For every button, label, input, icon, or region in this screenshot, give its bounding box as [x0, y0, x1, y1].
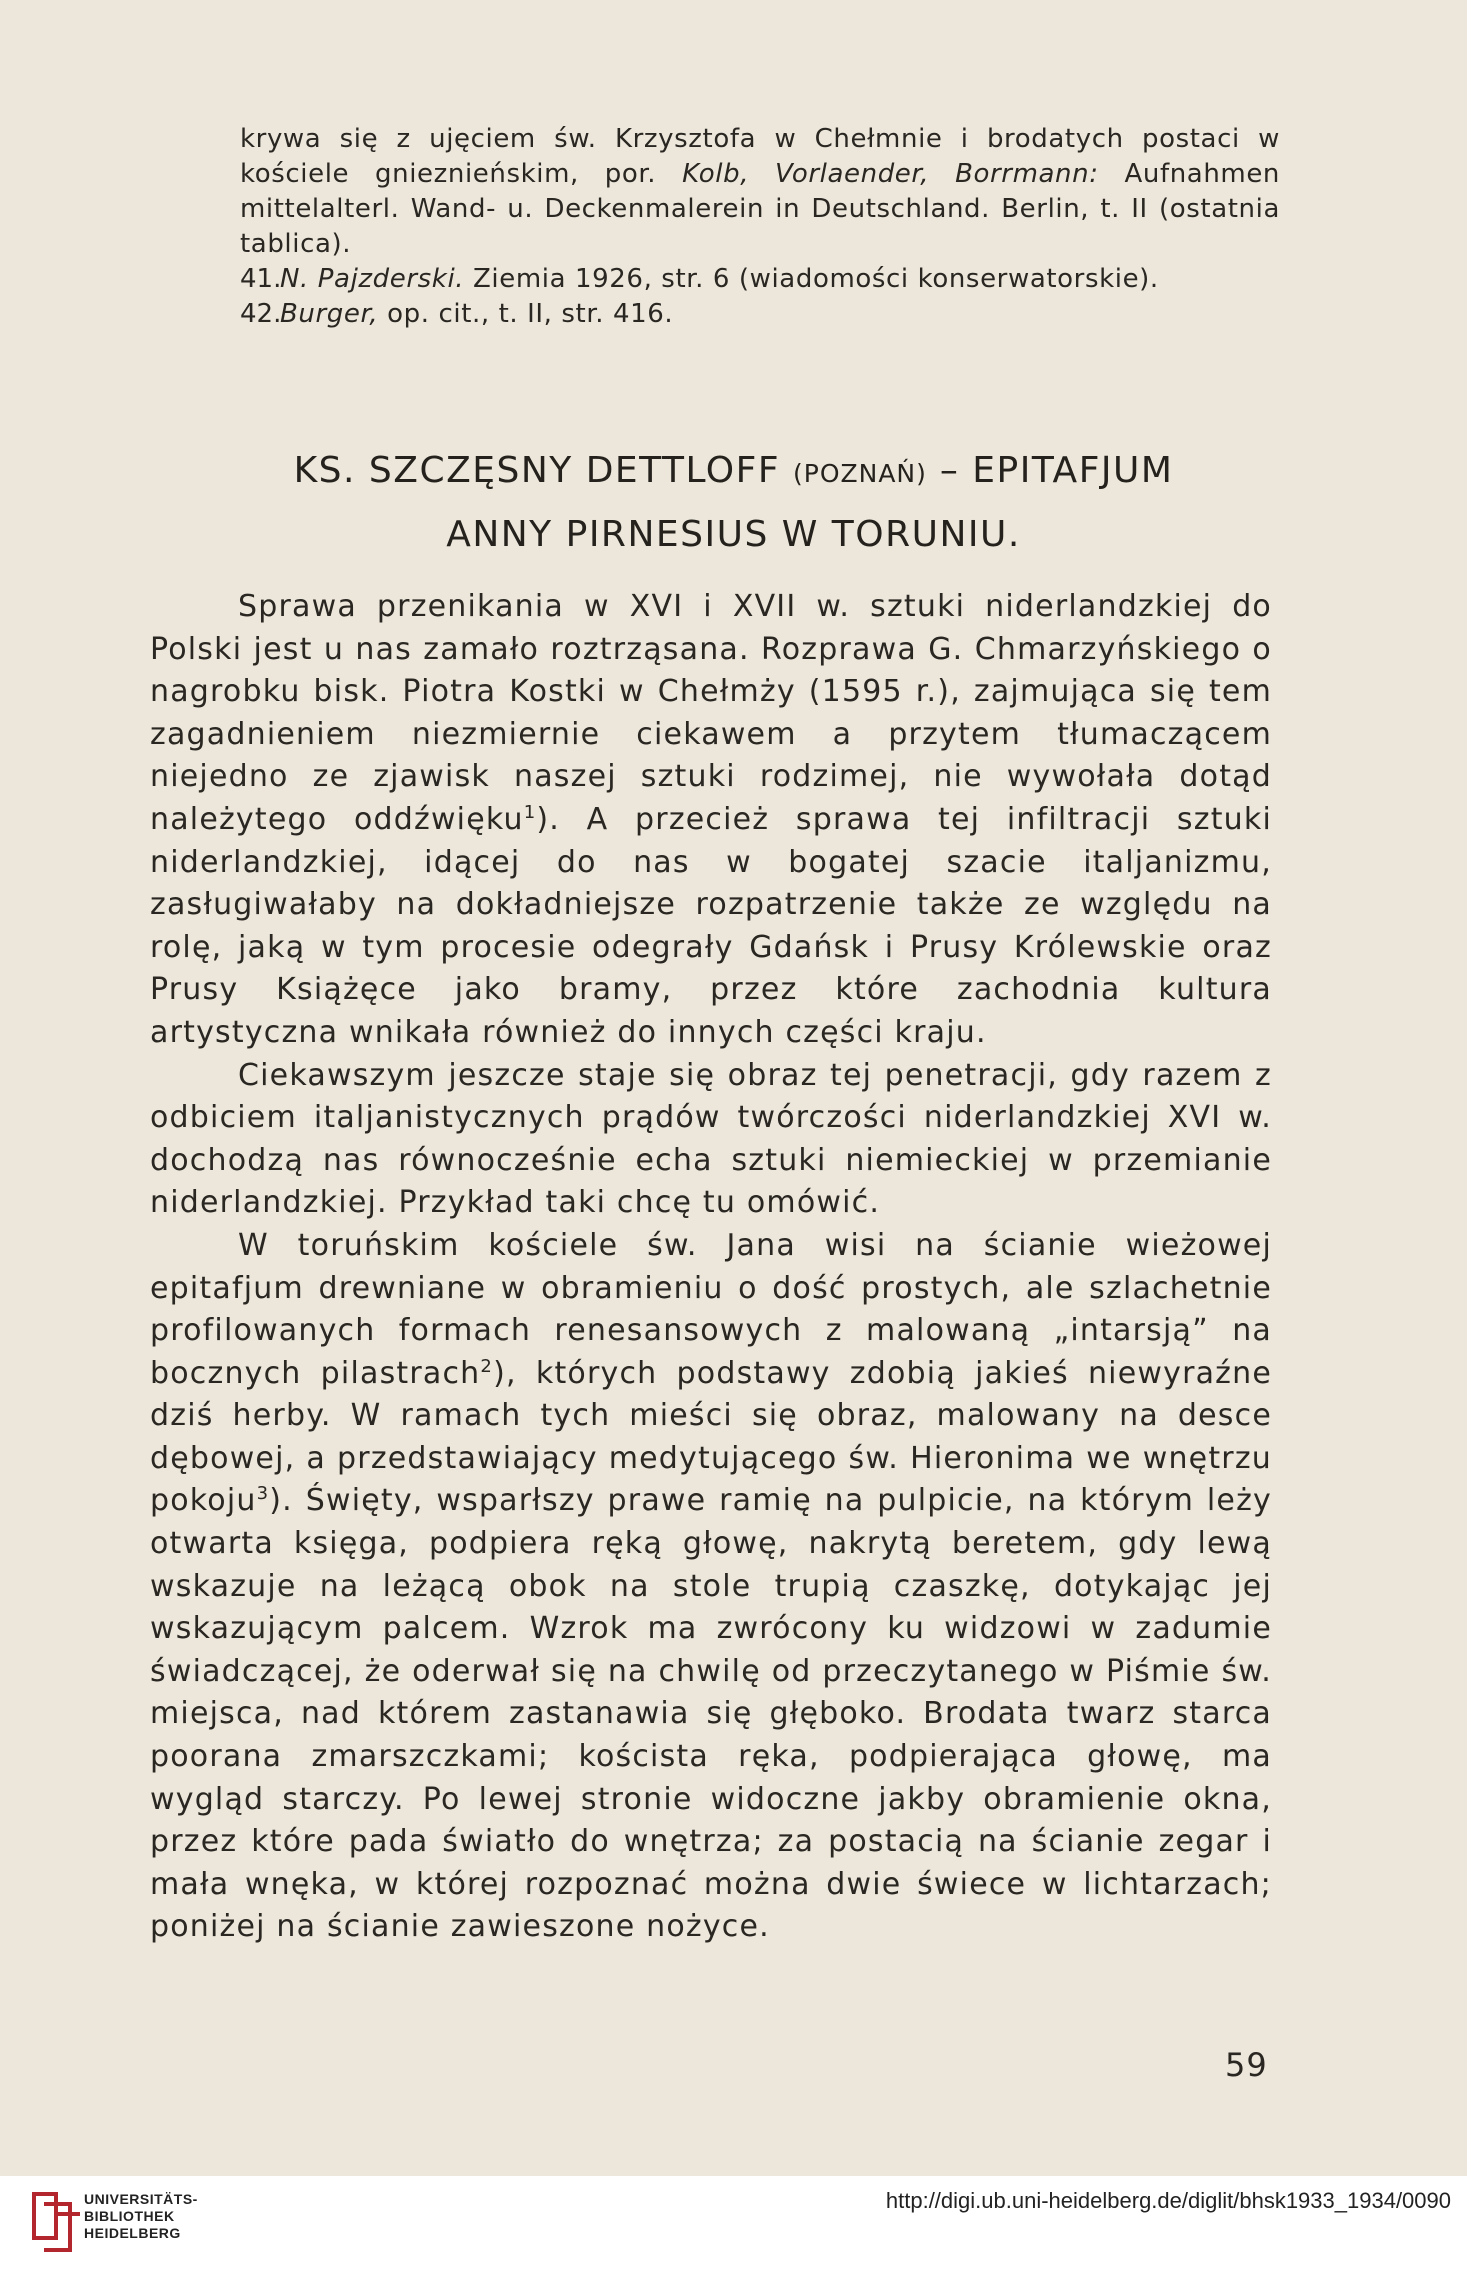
article-title: [150, 440, 1317, 565]
footnotes: [240, 122, 1280, 332]
footnote-number: 41.: [240, 264, 282, 294]
paragraph-text: Sprawa przenikania w XVI i XVII w. sztuki niderlandzkiej do Polski jest u nas zamało roztrząsana. Rozprawa G. Chmarzyńskiego o nagrobku bisk. Piotra Kostki w Chełmży (1595 r.), zajmująca się tem zagadnieniem niezmiernie ciekawem a przytem tłumaczącem niejedno ze zjawisk naszej sztuki rodzimej, nie wywołała dotąd należytego oddźwięku: [150, 589, 1272, 837]
logo-line-1: UNIVERSITÄTS-: [84, 2191, 198, 2207]
footnote-body: [280, 297, 1280, 332]
author-location: (POZNAŃ): [793, 459, 927, 488]
footnote-author: N. Pajzderski.: [280, 264, 465, 294]
footnote-author: Burger,: [280, 299, 379, 329]
article-body: [150, 586, 1272, 1949]
footnote-number: 42.: [240, 299, 282, 329]
footnote-italic: Kolb, Vorlaender, Borrmann:: [682, 159, 1099, 189]
footnote-text: Ziemia 1926, str. 6 (wiadomości konserwatorskie).: [464, 264, 1159, 294]
logo-line-3: HEIDELBERG: [84, 2225, 181, 2241]
paragraph-text: ), których podstawy zdobią jakieś niewyraźne dziś herby. W ramach tych mieści się obraz, malowany na desce dębowej, a przedstawiający medytującego św. Hieronima we wnętrzu pokoju: [150, 1355, 1273, 1519]
paragraph-3: [150, 1225, 1272, 1949]
paragraph-text: ). Święty, wsparłszy prawe ramię na pulpicie, na którym leży otwarta księga, podpiera ręką głowę, nakrytą beretem, gdy lewą wskazuje na leżącą obok na stole trupią czaszkę, dotykając jej wskazującym palcem. Wzrok ma zwrócony ku widzowi w zadumie świadczącej, że oderwał się na chwilę od przeczytanego w Piśmie św. miejsca, nad którem zastanawia się głęboko. Brodata twarz starca poorana zmarszczkami; koścista ręka, podpierająca głowę, ma wygląd starczy. Po lewej stronie widoczne jakby obramienie okna, przez które pada światło do wnętrza; za postacią na ścianie zegar i mała wnęka, w której rozpoznać można dwie świece w lichtarzach; poniżej na ścianie zawieszone nożyce.: [150, 1483, 1272, 1945]
title-heading: – EPITAFJUM: [926, 450, 1174, 491]
footnote-ref: 1: [523, 801, 537, 823]
page-number: 59: [1225, 2046, 1268, 2084]
footnote-41: [240, 262, 1280, 297]
paragraph-2: Ciekawszym jeszcze staje się obraz tej penetracji, gdy razem z odbiciem italjanistycznych prądów twórczości niderlandzkiej XVI w. dochodzą nas równocześnie echa sztuki niemieckiej w przemianie niderlandzkiej. Przykład taki chcę tu omówić.: [150, 1057, 1272, 1221]
footnote-text: krywa się z ujęciem św. Krzysztofa w Chełmnie i brodatych postaci w kościele gnieznieńskim, por.: [240, 124, 1280, 189]
paragraph-1: [150, 586, 1272, 1055]
article-title-line-1: [150, 440, 1317, 504]
footnote-42: [240, 297, 1280, 332]
ub-heidelberg-logo-icon[interactable]: [30, 2188, 92, 2256]
footnote-ref: 2: [480, 1355, 494, 1377]
logo-line-2: BIBLIOTHEK: [84, 2208, 175, 2224]
ub-heidelberg-logo-text[interactable]: [84, 2191, 198, 2242]
permalink-url[interactable]: http://digi.ub.uni-heidelberg.de/diglit/bhsk1933_1934/0090: [885, 2188, 1451, 2213]
article-title-line-2: ANNY PIRNESIUS W TORUNIU.: [446, 514, 1021, 555]
footnote-continuation: [240, 122, 1280, 262]
paragraph-text: ). A przecież sprawa tej infiltracji sztuki niderlandzkiej, idącej do nas w bogatej szacie italjanizmu, zasługiwałaby na dokładniejsze rozpatrzenie także ze względu na rolę, jaką w tym procesie odegrały Gdańsk i Prusy Królewskie oraz Prusy Książęce jako bramy, przez które zachodnia kultura artystyczna wnikała również do innych części kraju.: [150, 801, 1272, 1050]
footnote-text: Aufnahmen mittelalterl. Wand- u. Deckenmalerein in Deutschland. Berlin, t. II (ostatnia tablica).: [240, 159, 1280, 259]
footnote-ref: 3: [256, 1483, 270, 1505]
footnote-text: op. cit., t. II, str. 416.: [378, 299, 674, 329]
paragraph-text: W toruńskim kościele św. Jana wisi na ścianie wieżowej epitafjum drewniane w obramieniu o dość prostych, ale szlachetnie profilowanych formach renesansowych z malowaną „intarsją” na bocznych pilastrach: [150, 1227, 1272, 1391]
author-name: KS. SZCZĘSNY DETTLOFF: [293, 450, 781, 491]
footnote-body: [280, 262, 1280, 297]
